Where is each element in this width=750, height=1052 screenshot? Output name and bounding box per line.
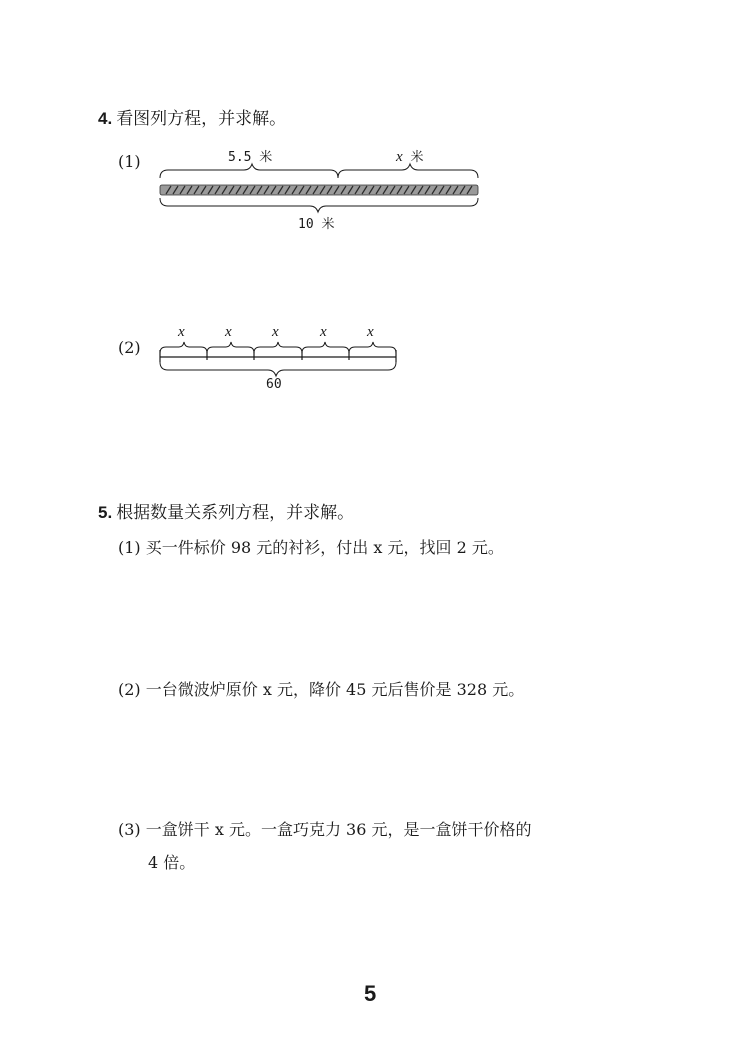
q4-part2-bottom-label: 60 <box>266 377 282 392</box>
q4-part2-x-label-1: x <box>178 324 185 340</box>
question-5-number: 5. <box>98 503 113 522</box>
q4-part1-label: (1) <box>118 152 141 171</box>
q5-item-1-text: 买一件标价 98 元的衬衫，付出 x 元，找回 2 元。 <box>145 538 504 557</box>
page-number: 5 <box>364 981 377 1006</box>
question-5-text: 根据数量关系列方程，并求解。 <box>116 503 355 523</box>
q5-item-2 <box>118 677 524 700</box>
question-4-number: 4. <box>98 109 113 128</box>
q4-part2-x-label-4: x <box>320 324 327 340</box>
q4-part2-top-braces <box>160 342 396 353</box>
q5-item-1 <box>118 535 504 558</box>
question-5-title <box>98 498 354 523</box>
q4-part1-brace-right <box>338 164 478 178</box>
q4-part2-x-label-3: x <box>272 324 279 340</box>
q5-item-2-label: (2) <box>118 680 141 699</box>
q4-part1-brace-bottom <box>160 198 478 212</box>
q4-part2-brace-bottom <box>160 362 396 376</box>
q4-part1-var: x <box>396 149 403 165</box>
q5-item-3-line2: 4 倍。 <box>148 853 196 872</box>
q4-part2-ticks <box>160 350 396 362</box>
q4-part1-bottom-label: 10 米 <box>298 217 335 232</box>
q4-part2-x-label-5: x <box>367 324 374 340</box>
q5-item-1-label: (1) <box>118 538 141 557</box>
rope <box>160 185 478 195</box>
question-4-text: 看图列方程，并求解。 <box>116 109 287 129</box>
q5-item-3-line1: 一盒饼干 x 元。一盒巧克力 36 元，是一盒饼干价格的 <box>145 820 532 839</box>
q4-part1-unit: 米 <box>410 150 424 165</box>
q5-item-3 <box>118 817 532 840</box>
q5-item-2-text: 一台微波炉原价 x 元，降价 45 元后售价是 328 元。 <box>145 680 525 699</box>
q4-part2-x-label-2: x <box>225 324 232 340</box>
q4-part1-brace-left <box>160 164 338 178</box>
q4-part1-top-left-label: 5.5 米 <box>228 150 273 165</box>
q4-part2-label: (2) <box>118 338 141 357</box>
q5-item-3-label: (3) <box>118 820 141 839</box>
